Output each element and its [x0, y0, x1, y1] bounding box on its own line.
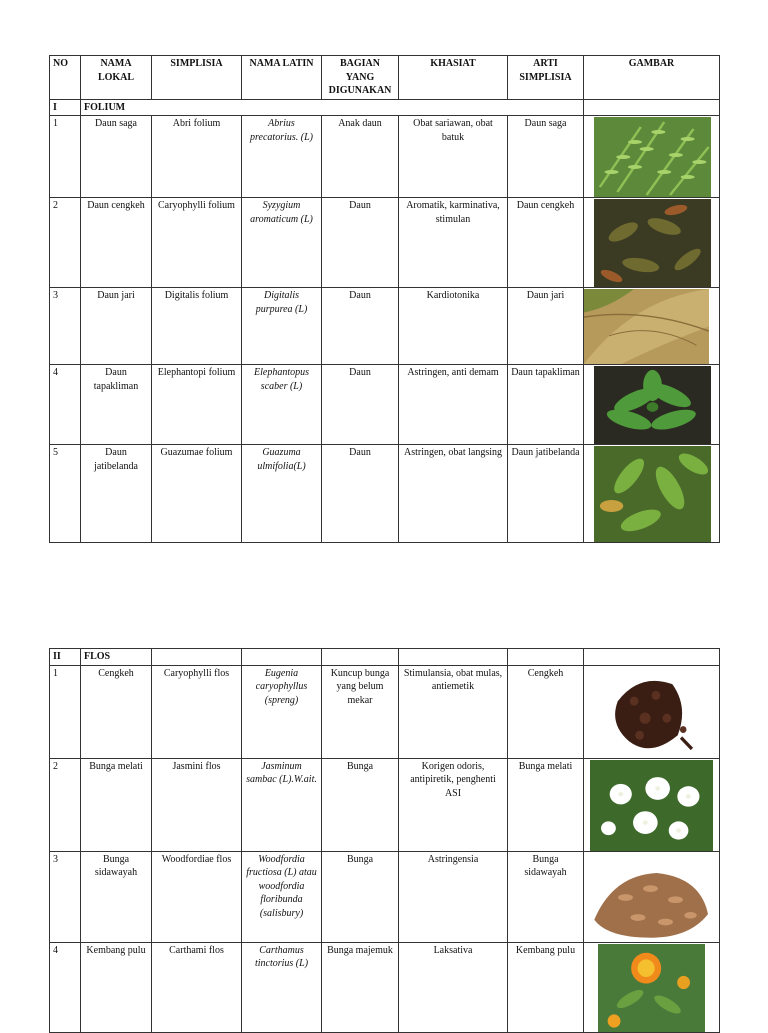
- row-nama-latin: Elephantopus scaber (L): [242, 365, 322, 445]
- row-simplisia: Carthami flos: [152, 942, 242, 1032]
- row-gambar: [584, 365, 720, 445]
- header-nama-latin: NAMA LATIN: [242, 56, 322, 100]
- row-bagian: Daun: [322, 365, 399, 445]
- row-bagian: Daun: [322, 198, 399, 288]
- row-nama-latin: Woodfordia fructiosa (L) atau woodfordia floribunda (salisbury): [242, 851, 322, 942]
- table-row: [50, 365, 720, 445]
- section-title: FOLIUM: [81, 99, 584, 116]
- row-khasiat: Korigen odoris, antipiretik, penghenti ASI: [399, 758, 508, 851]
- row-gambar: [584, 665, 720, 758]
- row-bagian: Bunga: [322, 851, 399, 942]
- row-arti: Daun jatibelanda: [508, 445, 584, 543]
- row-simplisia: Guazumae folium: [152, 445, 242, 543]
- row-khasiat: Obat sariawan, obat batuk: [399, 116, 508, 198]
- row-arti: Daun tapakliman: [508, 365, 584, 445]
- clove-leaves-icon: [594, 199, 711, 287]
- row-nama-lokal: Bunga sidawayah: [81, 851, 152, 942]
- row-nama-lokal: Daun jari: [81, 288, 152, 365]
- row-khasiat: Aromatik, karminativa, stimulan: [399, 198, 508, 288]
- empty-cell: [152, 649, 242, 666]
- row-khasiat: Stimulansia, obat mulas, antiemetik: [399, 665, 508, 758]
- row-arti: Cengkeh: [508, 665, 584, 758]
- row-khasiat: Astringensia: [399, 851, 508, 942]
- row-no: 5: [50, 445, 81, 543]
- row-arti: Daun cengkeh: [508, 198, 584, 288]
- section-number: II: [50, 649, 81, 666]
- table-row: [50, 942, 720, 1032]
- row-no: 1: [50, 665, 81, 758]
- folium-table: [49, 55, 720, 543]
- row-nama-lokal: Daun tapakliman: [81, 365, 152, 445]
- row-simplisia: Elephantopi folium: [152, 365, 242, 445]
- row-nama-latin: Syzygium aromaticum (L): [242, 198, 322, 288]
- row-nama-latin: Abrius precatorius. (L): [242, 116, 322, 198]
- row-nama-latin: Digitalis purpurea (L): [242, 288, 322, 365]
- header-nama-lokal: NAMA LOKAL: [81, 56, 152, 100]
- row-khasiat: Astringen, obat langsing: [399, 445, 508, 543]
- header-bagian: BAGIAN YANG DIGUNAKAN: [322, 56, 399, 100]
- row-no: 2: [50, 198, 81, 288]
- table-row: [50, 445, 720, 543]
- row-gambar: [584, 758, 720, 851]
- row-nama-lokal: Bunga melati: [81, 758, 152, 851]
- empty-cell: [399, 649, 508, 666]
- row-gambar: [584, 116, 720, 198]
- row-nama-latin: Eugenia caryophyllus (spreng): [242, 665, 322, 758]
- row-bagian: Daun: [322, 288, 399, 365]
- row-bagian: Anak daun: [322, 116, 399, 198]
- empty-cell: [242, 649, 322, 666]
- section-number: I: [50, 99, 81, 116]
- row-arti: Daun saga: [508, 116, 584, 198]
- fern-leaves-icon: [594, 117, 711, 197]
- row-no: 3: [50, 851, 81, 942]
- row-arti: Bunga melati: [508, 758, 584, 851]
- row-no: 2: [50, 758, 81, 851]
- row-nama-lokal: Daun jatibelanda: [81, 445, 152, 543]
- row-arti: Daun jari: [508, 288, 584, 365]
- row-gambar: [584, 288, 720, 365]
- digitalis-leaf-icon: [584, 289, 709, 364]
- row-no: 4: [50, 942, 81, 1032]
- row-no: 4: [50, 365, 81, 445]
- header-khasiat: KHASIAT: [399, 56, 508, 100]
- rosette-plant-icon: [594, 366, 711, 444]
- empty-cell: [508, 649, 584, 666]
- row-nama-latin: Jasminum sambac (L).W.ait.: [242, 758, 322, 851]
- row-bagian: Kuncup bunga yang belum mekar: [322, 665, 399, 758]
- row-simplisia: Woodfordiae flos: [152, 851, 242, 942]
- row-gambar: [584, 851, 720, 942]
- row-khasiat: Kardiotonika: [399, 288, 508, 365]
- table-row: [50, 288, 720, 365]
- flos-table: [49, 648, 720, 1033]
- row-simplisia: Caryophylli folium: [152, 198, 242, 288]
- table-row: [50, 198, 720, 288]
- row-gambar: [584, 942, 720, 1032]
- header-no: NO: [50, 56, 81, 100]
- row-no: 1: [50, 116, 81, 198]
- row-nama-latin: Carthamus tinctorius (L): [242, 942, 322, 1032]
- table-row: [50, 758, 720, 851]
- section-row-folium: [50, 99, 720, 116]
- row-bagian: Bunga: [322, 758, 399, 851]
- jatibelanda-leaves-icon: [594, 446, 711, 542]
- header-arti: ARTI SIMPLISIA: [508, 56, 584, 100]
- dried-flowers-icon: [588, 853, 713, 942]
- empty-cell: [584, 99, 720, 116]
- table-row: [50, 665, 720, 758]
- header-row: [50, 56, 720, 100]
- row-arti: Kembang pulu: [508, 942, 584, 1032]
- row-nama-lokal: Daun cengkeh: [81, 198, 152, 288]
- row-nama-lokal: Kembang pulu: [81, 942, 152, 1032]
- row-gambar: [584, 198, 720, 288]
- empty-cell: [584, 649, 720, 666]
- row-arti: Bunga sidawayah: [508, 851, 584, 942]
- jasmine-flowers-icon: [590, 760, 713, 851]
- row-bagian: Daun: [322, 445, 399, 543]
- empty-cell: [322, 649, 399, 666]
- row-simplisia: Abri folium: [152, 116, 242, 198]
- row-simplisia: Caryophylli flos: [152, 665, 242, 758]
- dried-cloves-icon: [596, 667, 705, 758]
- row-gambar: [584, 445, 720, 543]
- row-khasiat: Astringen, anti demam: [399, 365, 508, 445]
- row-nama-lokal: Daun saga: [81, 116, 152, 198]
- row-khasiat: Laksativa: [399, 942, 508, 1032]
- row-nama-latin: Guazuma ulmifolia(L): [242, 445, 322, 543]
- row-simplisia: Jasmini flos: [152, 758, 242, 851]
- row-simplisia: Digitalis folium: [152, 288, 242, 365]
- row-nama-lokal: Cengkeh: [81, 665, 152, 758]
- header-gambar: GAMBAR: [584, 56, 720, 100]
- row-bagian: Bunga majemuk: [322, 942, 399, 1032]
- header-simplisia: SIMPLISIA: [152, 56, 242, 100]
- section-row-flos: [50, 649, 720, 666]
- table-row: [50, 851, 720, 942]
- table-row: [50, 116, 720, 198]
- section-title: FLOS: [81, 649, 152, 666]
- row-no: 3: [50, 288, 81, 365]
- safflower-icon: [598, 944, 705, 1032]
